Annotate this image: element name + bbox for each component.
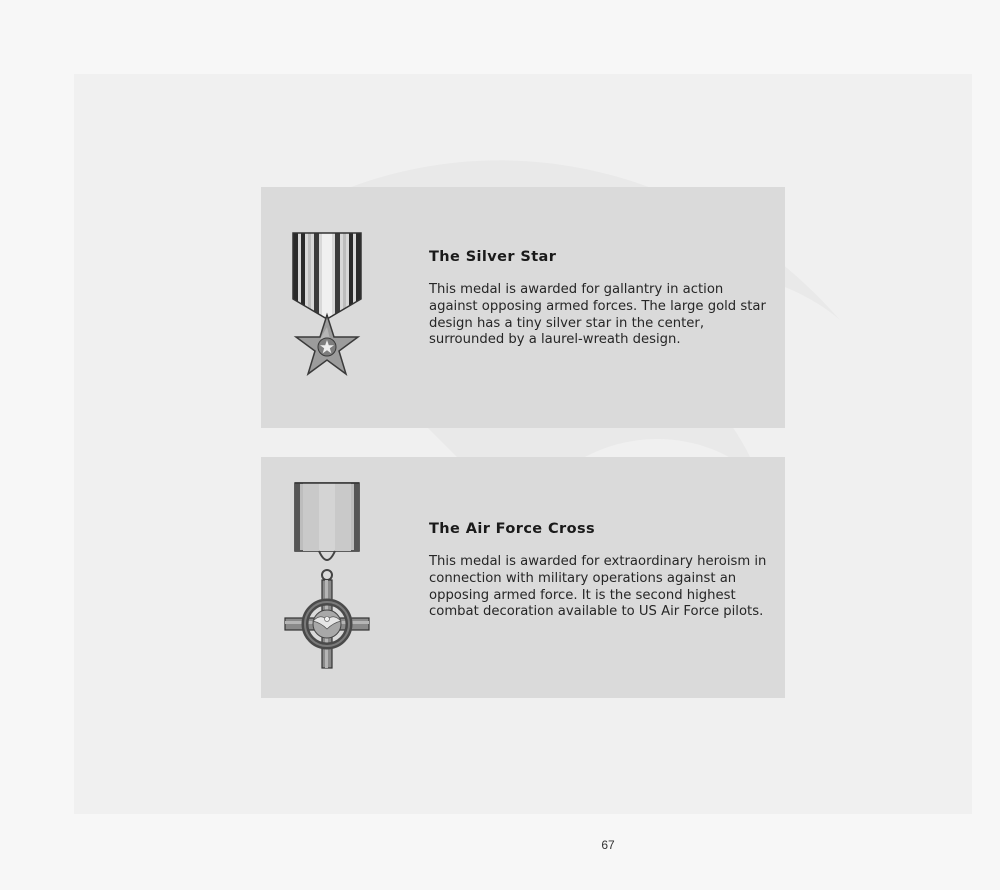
page-number: 67 (601, 838, 615, 852)
silver-star-medal-icon (281, 187, 373, 428)
silver-star-card (261, 187, 785, 428)
air-force-cross-card (261, 457, 785, 698)
medal-title: The Air Force Cross (429, 521, 596, 537)
air-force-cross-medal-icon (281, 457, 373, 698)
medal-description: This medal is awarded for gallantry in action against opposing armed forces. The large gold star design has a tiny silver star in the center, surrounded by a laurel-wreath design. (429, 282, 766, 348)
medal-title: The Silver Star (429, 249, 557, 265)
medal-description: This medal is awarded for extraordinary heroism in connection with military operations against an opposing armed force. It is the second highest combat decoration available to US Air Force pilots. (429, 554, 767, 620)
